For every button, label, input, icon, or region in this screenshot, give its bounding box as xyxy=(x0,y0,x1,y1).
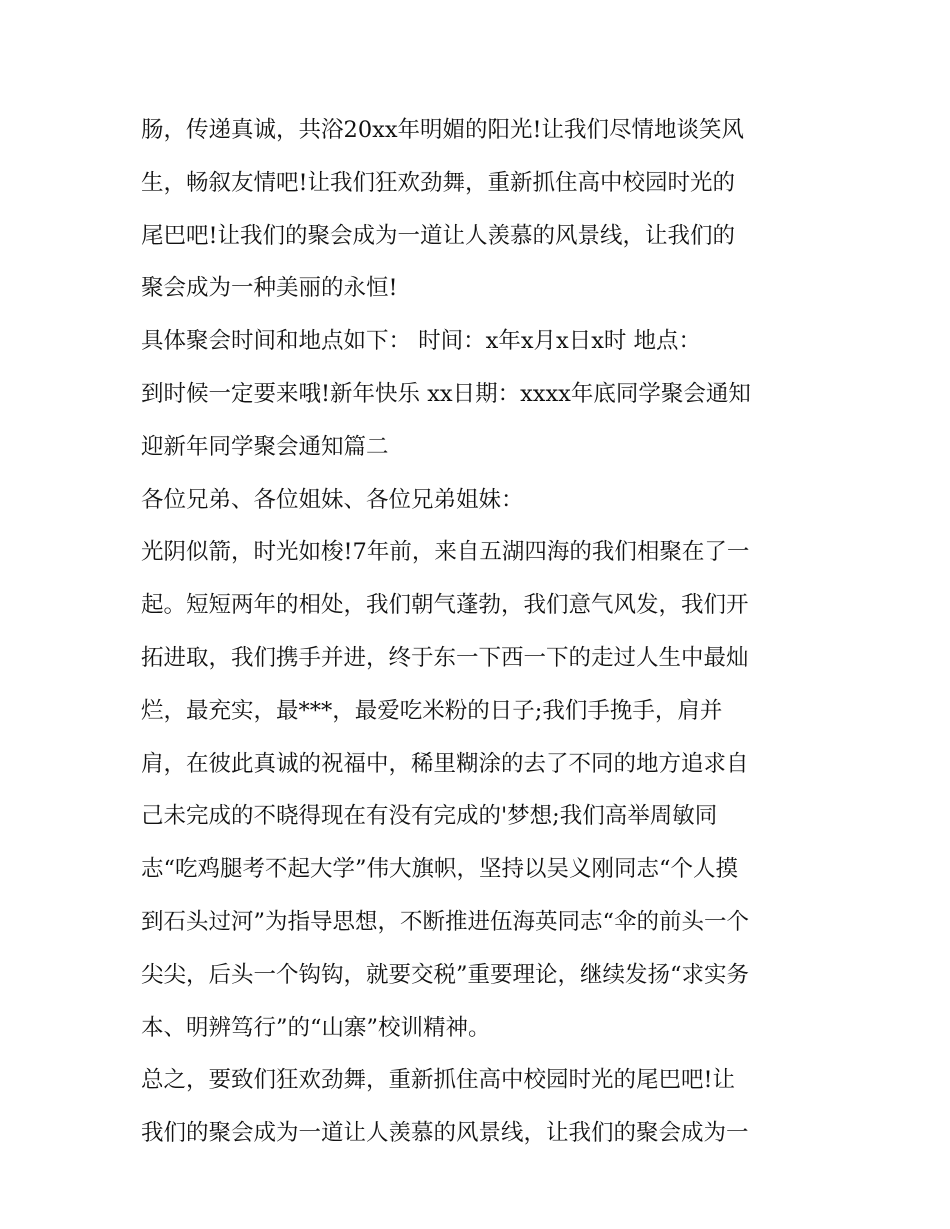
text-line: 具体聚会时间和地点如下： 时间：x年x月x日x时 地点： xyxy=(141,328,702,355)
text-line: 尖尖，后头一个钩钩，就要交税”重要理论，继续发扬“求实务 xyxy=(141,961,750,988)
text-line: 本、明辨笃行”的“山寨”校训精神。 xyxy=(141,1014,491,1041)
text-line: 起。短短两年的相处，我们朝气蓬勃，我们意气风发，我们开 xyxy=(141,592,749,619)
text-line: 己未完成的不晓得现在有没有完成的'梦想;我们高举周敏同 xyxy=(141,803,718,830)
text-line: 尾巴吧!让我们的聚会成为一道让人羡慕的风景线，让我们的 xyxy=(141,222,736,249)
section-heading: 迎新年同学聚会通知篇二 xyxy=(141,433,389,460)
text-line: 我们的聚会成为一道让人羡慕的风景线，让我们的聚会成为一 xyxy=(141,1120,749,1147)
text-line: 光阴似箭，时光如梭!7年前，来自五湖四海的我们相聚在了一 xyxy=(141,539,750,566)
document-body xyxy=(141,108,821,1164)
text-line: 志“吃鸡腿考不起大学”伟大旗帜，坚持以吴义刚同志“个人摸 xyxy=(141,856,739,883)
text-line: 肩，在彼此真诚的祝福中，稀里糊涂的去了不同的地方追求自 xyxy=(141,750,749,777)
text-line: 烂，最充实，最***，最爱吃米粉的日子;我们手挽手，肩并 xyxy=(141,697,723,724)
text-line: 拓进取，我们携手并进，终于东一下西一下的走过人生中最灿 xyxy=(141,644,749,671)
salutation: 各位兄弟、各位姐妹、各位兄弟姐妹： xyxy=(141,486,524,513)
text-line: 到时候一定要来哦!新年快乐 xx日期：xxxx年底同学聚会通知 xyxy=(141,380,751,407)
text-line: 到石头过河”为指导思想，不断推进伍海英同志“伞的前头一个 xyxy=(141,908,750,935)
text-line: 聚会成为一种美丽的永恒! xyxy=(141,275,398,302)
text-line: 肠，传递真诚，共浴20xx年明媚的阳光!让我们尽情地谈笑风 xyxy=(141,117,745,143)
text-line: 生，畅叙友情吧!让我们狂欢劲舞，重新抓住高中校园时光的 xyxy=(141,169,736,196)
text-line: 总之，要致们狂欢劲舞，重新抓住高中校园时光的尾巴吧!让 xyxy=(141,1067,736,1094)
